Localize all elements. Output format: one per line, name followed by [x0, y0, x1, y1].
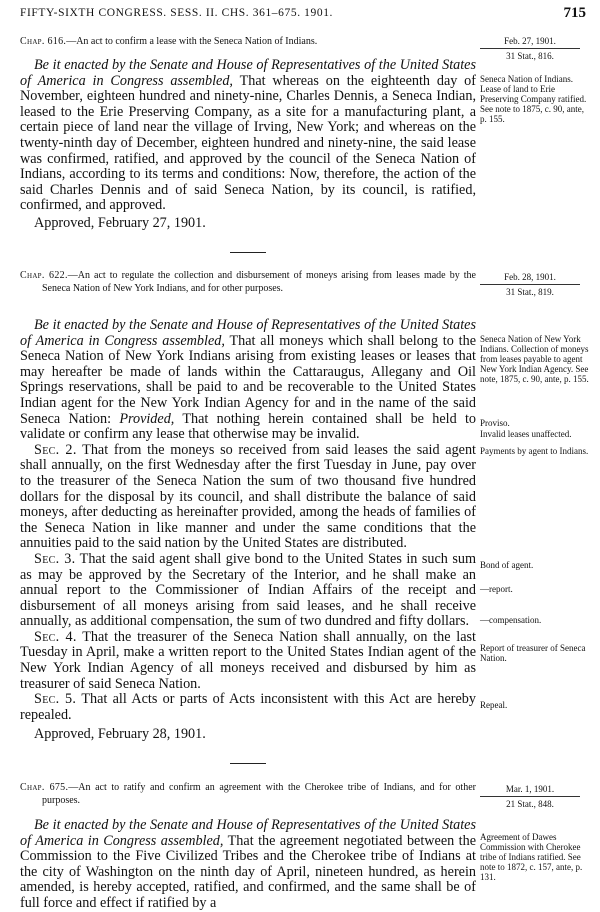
chapter-675-title	[20, 782, 476, 807]
running-head: FIFTY-SIXTH CONGRESS. SESS. II. CHS. 361–675. 1901.	[20, 7, 334, 19]
side-note-invalid-leases: Invalid leases unaffected.	[480, 429, 572, 439]
chapter-675-side-note: Agreement of Dawes Commission with Cherokee tribe of Indians ratified. See note to 1872, c. 157, ante, p. 131.	[480, 832, 583, 883]
chapter-616-title	[20, 36, 476, 49]
chapter-616-body	[20, 58, 476, 214]
enacting-clause: Be it enacted by the Senate and House of Representatives of the United States of America in Congress assembled,	[20, 57, 476, 89]
approval-line: Approved, February 27, 1901.	[34, 215, 206, 231]
section-text: That the agreement negotiated between the Commission to the Five Civilized Tribes and the Cherokee tribe of Indians at the city of Washington on the ninth day of April, nineteen hundred, as herein amended, is hereby accepted, ratified, and confirmed, and the same shall be of full force and effect if ratified by a	[20, 832, 477, 911]
chapter-label: Chap. 675.	[20, 782, 69, 793]
side-note-bond: Bond of agent.	[480, 560, 534, 570]
section-3-label: Sec. 3.	[34, 550, 76, 567]
chapter-622-side-note: Seneca Nation of New York Indians. Collection of moneys from leases payable to agent New York Indian Agency. See note, 1875, c. 90, ante, p. 155.	[480, 334, 589, 385]
chapter-616-date-block	[480, 36, 580, 61]
enacting-clause: Be it enacted by the Senate and House of Representatives of the United States of America in Congress assembled,	[20, 817, 476, 849]
act-date: Feb. 28, 1901.	[504, 272, 556, 282]
section-5-text: That all Acts or parts of Acts inconsistent with this Act are hereby repealed.	[20, 691, 476, 723]
page-number: 715	[563, 5, 586, 21]
act-date: Mar. 1, 1901.	[505, 784, 555, 794]
side-note-treasurer-report: Report of treasurer of Seneca Nation.	[480, 643, 586, 664]
chapter-622-date-block	[480, 272, 580, 297]
chapter-622-body	[20, 318, 476, 723]
chapter-675-body	[20, 818, 476, 912]
chapter-675-date-block	[480, 784, 580, 809]
statute-ref: 21 Stat., 848.	[506, 799, 554, 810]
section-5-label: Sec. 5.	[34, 691, 77, 708]
page-header	[20, 5, 600, 25]
side-note-compensation: —compensation.	[480, 615, 542, 625]
separator-rule	[230, 252, 266, 253]
act-date: Feb. 27, 1901.	[504, 36, 556, 46]
section-2-text: That from the moneys so received from said leases the said agent shall annually, on the first Wednesday after the first Tuesday in June, pay over to the treasurer of the Seneca Nation the sum of two thousand five hundred dollars for the disposal by its council, and shall distribute the balance of said moneys, after deducting as hereinafter provided, among the heads of families of the Seneca Nation in like manner and under the same conditions that the annuities paid to the said nation by the United States are distributed.	[20, 441, 476, 552]
enacting-clause: Be it enacted by the Senate and House of Representatives of the United States of America in Congress assembled,	[20, 317, 476, 349]
chapter-title-text: —An act to ratify and confirm an agreement with the Cherokee tribe of Indians, and for other purposes.	[42, 782, 476, 806]
date-rule	[480, 284, 580, 285]
separator-rule	[230, 763, 266, 764]
proviso-word: Provided,	[119, 410, 175, 427]
section-1-text: That all moneys which shall belong to the Seneca Nation of New York Indians arising from existing leases or leases that may hereafter be made of lands within the Cattaraugus, Allegany and Oil Springs reservations, shall be paid to and be recoverable to the United States Indian agent for the New York Indian Agency for and in the name of the said Seneca Nation:	[20, 332, 476, 427]
side-note-repeal: Repeal.	[480, 700, 508, 710]
side-note-report: —report.	[480, 584, 513, 594]
section-4-label: Sec. 4.	[34, 628, 77, 645]
section-3-text: That the said agent shall give bond to the United States in such sum as may be approved by the Secretary of the Interior, and he shall make an annual report to the Commissioner of Indian Affairs of the receipt and disbursement of all moneys arising from said leases, and he shall receive annually, as additional compensation, the sum of two dundred and fifty dollars.	[20, 550, 476, 630]
statute-ref: 31 Stat., 816.	[506, 51, 554, 62]
section-4-text: That the treasurer of the Seneca Nation shall annually, on the last Tuesday in April, make a written report to the United States Indian agent of the New York Indian Agency of all moneys received and disbursed by him as treasurer of said Seneca Nation.	[20, 628, 476, 692]
chapter-title-text: —An act to confirm a lease with the Seneca Nation of Indians.	[66, 36, 318, 47]
chapter-622-title	[20, 270, 476, 295]
side-note-proviso: Proviso.	[480, 418, 510, 428]
approval-line: Approved, February 28, 1901.	[34, 726, 206, 742]
chapter-title-text: —An act to regulate the collection and disbursement of moneys arising from leases made by the Seneca Nation of New York Indians, and for other purposes.	[42, 270, 476, 294]
section-1-proviso-text: That nothing herein contained shall be held to validate or confirm any lease that otherwise may be invalid.	[20, 410, 476, 443]
section-2-label: Sec. 2.	[34, 441, 77, 458]
date-rule	[480, 48, 580, 49]
chapter-616-side-note: Seneca Nation of Indians. Lease of land to Erie Preserving Company ratified. See note to 1875, c. 90, ante, p. 155.	[480, 74, 587, 125]
date-rule	[480, 796, 580, 797]
chapter-label: Chap. 622.	[20, 270, 68, 281]
section-text: That whereas on the eighteenth day of November, eighteen hundred and ninety-nine, Charles Dennis, a Seneca Indian, leased to the Erie Preserving Company, as a site for a manufacturing plant, a certain piece of land near the village of Irving, New York; and whereas on the twenty-ninth day of December, eighteen hundred and ninety-nine, the said lease was confirmed, ratified, and approved by the council of the Seneca Nation of Indians, according to its terms and conditions: Now, therefore, the action of the said Charles Dennis and of said Seneca Nation, by its council, is ratified, confirmed, and approved.	[20, 72, 477, 214]
chapter-label: Chap. 616.	[20, 36, 67, 47]
side-note-payments: Payments by agent to Indians.	[480, 446, 589, 456]
statute-ref: 31 Stat., 819.	[506, 287, 554, 298]
